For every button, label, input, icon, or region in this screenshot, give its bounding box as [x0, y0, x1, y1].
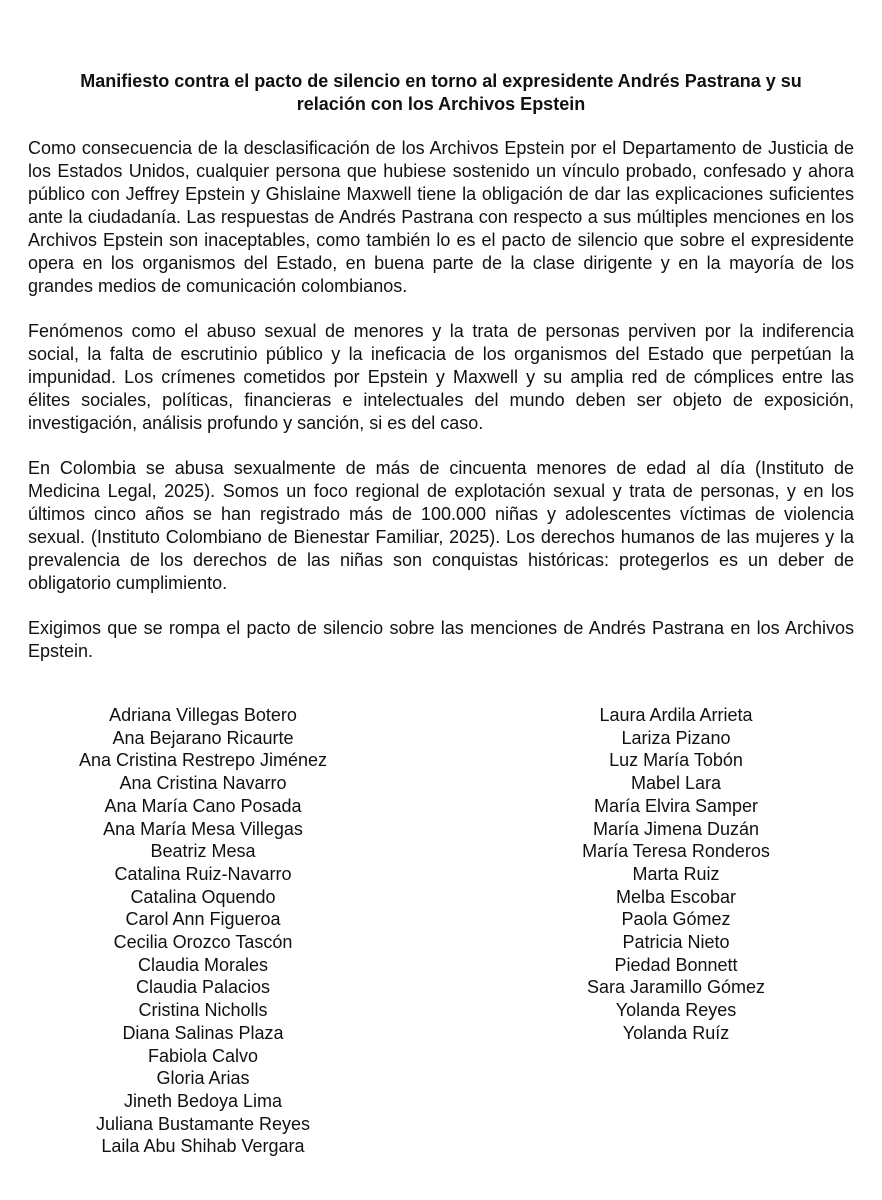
signatory-name: Patricia Nieto: [622, 932, 730, 953]
signatory-name: Catalina Ruiz-Navarro: [114, 863, 292, 884]
paragraph-3: En Colombia se abusa sexualmente de más de cincuenta menores de edad al día (Instituto de Medicina Legal, 2025). Somos un foco regional de explotación sexual y trata de personas, y en los últimos cinco años se han registrado más de 100.000 niñas y adolescentes víctimas de violencia sexual. (Instituto Colombiano de Bienestar Familiar, 2025). Los derechos humanos de las mujeres y la prevalencia de los derechos de las niñas son conquistas históricas: protegerlos es un deber de obligatorio cumplimiento.: [28, 458, 854, 593]
signatory-name: María Teresa Ronderos: [582, 841, 770, 862]
signatory-name: Sara Jaramillo Gómez: [586, 977, 766, 998]
signatories-left-column: [40, 704, 366, 1158]
signatory-name: Yolanda Ruíz: [622, 1022, 730, 1043]
signatory-name: Juliana Bustamante Reyes: [95, 1113, 311, 1134]
paragraph-4: Exigimos que se rompa el pacto de silencio sobre las menciones de Andrés Pastrana en los Archivos Epstein.: [28, 618, 854, 661]
signatory-name: Ana Cristina Navarro: [119, 773, 287, 794]
signatory-name: Fabiola Calvo: [147, 1045, 259, 1066]
signatory-name: Ana María Cano Posada: [104, 795, 302, 816]
signatory-name: Laura Ardila Arrieta: [599, 705, 753, 725]
signatories-right-column: [540, 704, 812, 1045]
signatory-name: Diana Salinas Plaza: [122, 1022, 284, 1043]
signatory-name: Cristina Nicholls: [138, 1000, 268, 1021]
paragraph-1: Como consecuencia de la desclasificación de los Archivos Epstein por el Departamento de Justicia de los Estados Unidos, cualquier persona que hubiese sostenido un vínculo probado, confesado y ahora público con Jeffrey Epstein y Ghislaine Maxwell tiene la obligación de dar las explicaciones suficientes ante la ciudadanía. Las respuestas de Andrés Pastrana con respecto a sus múltiples menciones en los Archivos Epstein son inaceptables, como también lo es el pacto de silencio que sobre el expresidente opera en los organismos del Estado, en buena parte de la clase dirigente y en la mayoría de los grandes medios de comunicación colombianos.: [28, 138, 854, 296]
signatory-name: Adriana Villegas Botero: [109, 705, 297, 725]
signatory-name: Jineth Bedoya Lima: [123, 1090, 283, 1111]
signatory-name: Mabel Lara: [630, 773, 722, 794]
signatory-name: Lariza Pizano: [621, 727, 731, 748]
title-line-2: relación con los Archivos Epstein: [296, 94, 586, 114]
signatory-name: Ana Cristina Restrepo Jiménez: [78, 750, 328, 771]
document-title: [28, 70, 854, 116]
signatory-name: Catalina Oquendo: [130, 886, 276, 907]
signatory-name: Piedad Bonnett: [614, 954, 738, 975]
signatory-name: Cecilia Orozco Tascón: [113, 932, 293, 953]
signatory-name: Paola Gómez: [621, 909, 731, 930]
signatory-name: Yolanda Reyes: [615, 1000, 737, 1021]
title-line-1: Manifiesto contra el pacto de silencio en torno al expresidente Andrés Pastrana y su: [80, 71, 802, 91]
signatory-name: Carol Ann Figueroa: [125, 909, 281, 930]
signatory-name: Claudia Palacios: [135, 977, 271, 998]
signatory-name: Beatriz Mesa: [150, 841, 256, 862]
signatory-name: María Jimena Duzán: [592, 818, 760, 839]
signatory-name: Laila Abu Shihab Vergara: [101, 1136, 305, 1157]
signatory-name: Luz María Tobón: [609, 750, 743, 771]
signatory-name: Melba Escobar: [615, 886, 737, 907]
signatory-name: Ana María Mesa Villegas: [103, 818, 303, 839]
signatory-name: Marta Ruiz: [632, 863, 720, 884]
signatory-name: María Elvira Samper: [593, 795, 759, 816]
paragraph-2: Fenómenos como el abuso sexual de menores y la trata de personas perviven por la indiferencia social, la falta de escrutinio público y la ineficacia de los organismos del Estado que perpetúan la impunidad. Los crímenes cometidos por Epstein y Maxwell y su amplia red de cómplices entre las élites sociales, políticas, financieras e intelectuales del mundo deben ser objeto de exposición, investigación, análisis profundo y sanción, si es del caso.: [28, 321, 854, 433]
signatory-name: Ana Bejarano Ricaurte: [112, 727, 294, 748]
signatory-name: Claudia Morales: [137, 954, 269, 975]
signatory-name: Gloria Arias: [156, 1068, 250, 1089]
